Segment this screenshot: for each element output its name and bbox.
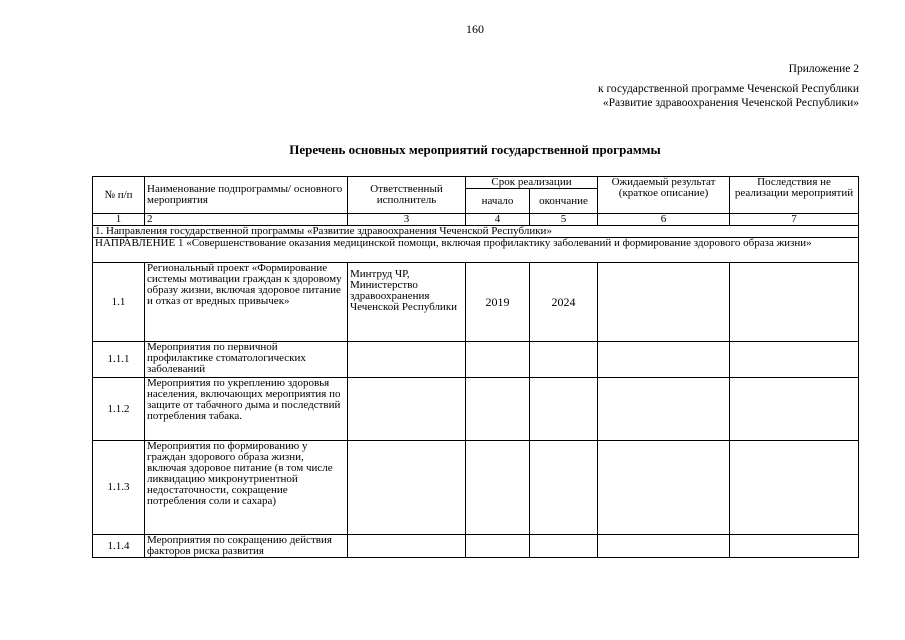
- row-end: 2024: [530, 263, 598, 342]
- annex-block: [598, 62, 859, 110]
- row-number: 1.1.2: [93, 378, 145, 441]
- section-row: [93, 226, 859, 238]
- direction-title: НАПРАВЛЕНИЕ 1 «Совершенствование оказания медицинской помощи, включая профилактику заболеваний и формирование здорового образа жизни»: [93, 238, 859, 263]
- header-end: окончание: [530, 189, 598, 214]
- row-name: Мероприятия по сокращению действия факторов риска развития: [145, 535, 348, 558]
- row-responsible: [348, 342, 466, 378]
- document-title: Перечень основных мероприятий государственной программы: [289, 142, 661, 157]
- section-title: 1. Направления государственной программы «Развитие здравоохранения Чеченской Республики»: [93, 226, 859, 238]
- row-result: [598, 535, 730, 558]
- annex-title: Приложение 2: [788, 63, 859, 75]
- column-number: 2: [145, 214, 348, 226]
- row-end: [530, 535, 598, 558]
- annex-line-2: «Развитие здравоохранения Чеченской Республики»: [602, 97, 859, 109]
- column-number: 4: [466, 214, 530, 226]
- table-row: [93, 535, 859, 558]
- column-number: 1: [93, 214, 145, 226]
- row-responsible: Минтруд ЧР, Министерство здравоохранения Чеченской Республики: [348, 263, 466, 342]
- direction-row: [93, 238, 859, 263]
- row-name: Мероприятия по укреплению здоровья населения, включающих мероприятия по защите от табачного дыма и последствий потребления табака.: [145, 378, 348, 441]
- row-end: [530, 342, 598, 378]
- row-result: [598, 263, 730, 342]
- row-name: Мероприятия по первичной профилактике стоматологических заболеваний: [145, 342, 348, 378]
- row-end: [530, 378, 598, 441]
- header-consequences: Последствия не реализации мероприятий: [730, 177, 859, 214]
- row-consequences: [730, 378, 859, 441]
- row-consequences: [730, 535, 859, 558]
- row-name: Региональный проект «Формирование системы мотивации граждан к здоровому образу жизни, включая здоровое питание и отказ от вредных привычек»: [145, 263, 348, 342]
- header-name: Наименование подпрограммы/ основного мероприятия: [145, 177, 348, 214]
- table-row: [93, 342, 859, 378]
- header-result: Ожидаемый результат (краткое описание): [598, 177, 730, 214]
- row-start: [466, 535, 530, 558]
- row-start: [466, 441, 530, 535]
- row-number: 1.1.4: [93, 535, 145, 558]
- header-row: [93, 177, 859, 189]
- row-responsible: [348, 378, 466, 441]
- row-number: 1.1: [93, 263, 145, 342]
- row-responsible: [348, 441, 466, 535]
- row-name: Мероприятия по формированию у граждан здорового образа жизни, включая здоровое питание (в том числе ликвидацию микронутриентной недостаточности, сокращение потребления соли и сахара): [145, 441, 348, 535]
- row-number: 1.1.1: [93, 342, 145, 378]
- row-start: 2019: [466, 263, 530, 342]
- row-end: [530, 441, 598, 535]
- column-number: 7: [730, 214, 859, 226]
- header-responsible: Ответственный исполнитель: [348, 177, 466, 214]
- header-period: Срок реализации: [466, 177, 598, 189]
- column-number: 3: [348, 214, 466, 226]
- header-num: № п/п: [93, 177, 145, 214]
- page-number: 160: [466, 22, 484, 36]
- table-row: [93, 378, 859, 441]
- column-number: 5: [530, 214, 598, 226]
- column-number: 6: [598, 214, 730, 226]
- row-consequences: [730, 263, 859, 342]
- row-result: [598, 342, 730, 378]
- column-numbers-row: [93, 214, 859, 226]
- table-row: [93, 441, 859, 535]
- row-responsible: [348, 535, 466, 558]
- header-start: начало: [466, 189, 530, 214]
- row-number: 1.1.3: [93, 441, 145, 535]
- row-start: [466, 378, 530, 441]
- annex-line-1: к государственной программе Чеченской Республики: [598, 83, 859, 95]
- table-row: [93, 263, 859, 342]
- measures-table: [92, 176, 859, 558]
- row-result: [598, 441, 730, 535]
- row-result: [598, 378, 730, 441]
- row-consequences: [730, 342, 859, 378]
- row-start: [466, 342, 530, 378]
- row-consequences: [730, 441, 859, 535]
